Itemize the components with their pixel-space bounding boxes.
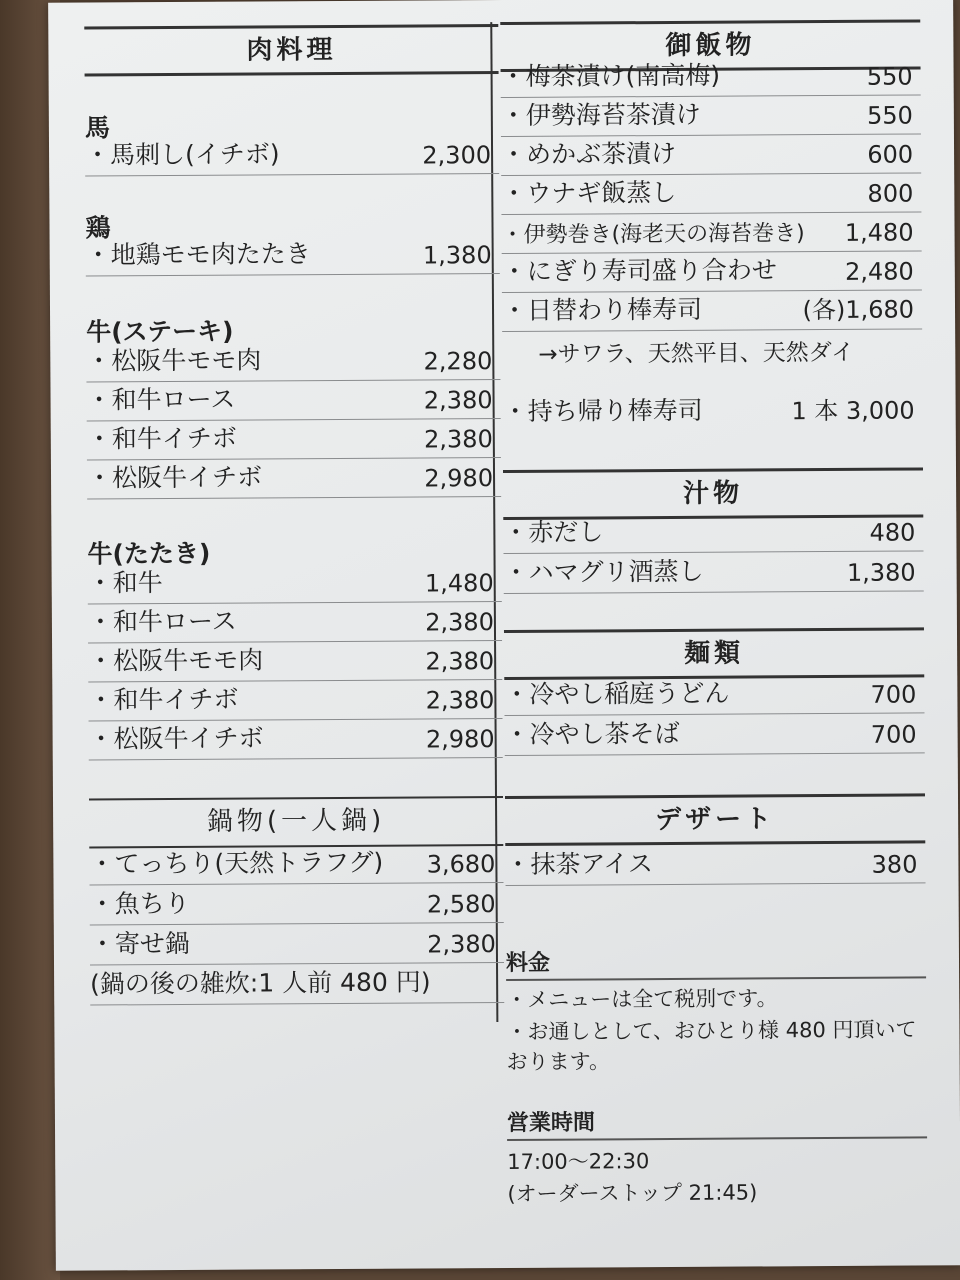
item-price: 550 (866, 62, 913, 91)
item-name: ・和牛イチボ (86, 423, 237, 454)
item-price: 2,300 (422, 141, 492, 170)
item-name: ・ウナギ飯蒸し (501, 177, 677, 209)
meat-section-title: 肉料理 (84, 24, 498, 77)
menu-item (502, 289, 922, 332)
menu-item (89, 718, 503, 761)
menu-item (504, 673, 924, 716)
menu-item (90, 923, 504, 966)
menu-item (501, 94, 921, 137)
item-name: ・ハマグリ酒蒸し (503, 556, 704, 588)
item-price: 550 (866, 101, 913, 130)
item-price: 2,580 (426, 890, 496, 919)
item-price: 2,280 (423, 347, 493, 376)
fee-line-1: ・メニューは全て税別です。 (506, 986, 778, 1012)
item-price: 1,480 (424, 569, 494, 598)
item-price: 800 (867, 179, 914, 208)
item-price: 480 (869, 518, 916, 547)
item-name: ・寄せ鍋 (89, 928, 190, 959)
item-name: ・松阪牛イチボ (86, 462, 263, 493)
menu-item (505, 713, 925, 756)
menu-item (85, 134, 499, 177)
item-name: ・松阪牛モモ肉 (86, 345, 262, 376)
dessert-section-title: デザート (505, 793, 925, 846)
item-name: ・冷やし茶そば (504, 718, 680, 750)
nabe-section-title: 鍋物(一人鍋) (89, 796, 503, 849)
hours-line-1: 17:00〜22:30 (507, 1149, 650, 1174)
menu-item (86, 379, 500, 422)
menu-item (86, 234, 500, 277)
category-tori: 鶏 (85, 213, 111, 243)
category-steak: 牛(ステーキ) (86, 316, 234, 347)
item-name: ・松阪牛イチボ (88, 723, 264, 754)
menu-item (501, 211, 921, 254)
fee-heading: 料金 (506, 943, 926, 981)
menu-item (503, 511, 923, 554)
item-name: ・和牛ロース (86, 384, 236, 415)
item-price: 2,380 (424, 425, 493, 454)
item-name: ・梅茶漬け(南高梅) (500, 60, 721, 92)
menu-item (87, 418, 501, 461)
item-price: 2,980 (424, 464, 494, 493)
menu-item (88, 679, 502, 722)
menu-item (504, 551, 924, 594)
menu-item (88, 562, 502, 605)
fee-line-3: おります。 (506, 1049, 611, 1074)
item-price: 2,980 (425, 725, 495, 754)
menu-item (503, 389, 923, 432)
menu-item (501, 172, 921, 215)
category-uma: 馬 (84, 113, 111, 143)
item-name: ・和牛ロース (87, 606, 237, 637)
item-name: ・赤だし (503, 517, 604, 548)
menu-item (500, 55, 920, 98)
item-name: ・めかぶ茶漬け (500, 138, 677, 170)
item-price: 1 本 3,000 (791, 396, 915, 426)
gohan-section-title: 御飯物 (500, 19, 920, 72)
item-name: ・冷やし稲庭うどん (504, 678, 730, 710)
item-price: 700 (870, 720, 917, 749)
item-price: (各)1,680 (802, 295, 915, 325)
item-price: 600 (867, 140, 914, 169)
item-name: ・伊勢海苔茶漬け (500, 99, 701, 131)
item-name: ・にぎり寿司盛り合わせ (501, 255, 777, 287)
item-name: ・地鶏モモ肉たたき (85, 239, 311, 270)
item-price: 380 (871, 850, 918, 879)
nabe-note-row (90, 963, 504, 1006)
hours-line-2: (オーダーストップ 21:45) (507, 1180, 758, 1206)
shiru-section-title: 汁物 (503, 467, 923, 520)
item-price: 2,380 (425, 608, 495, 637)
item-price: 3,680 (426, 850, 496, 879)
item-price: 2,480 (844, 257, 914, 286)
menu-item (87, 457, 501, 500)
fee-line-2: ・お通しとして、おひとり様 480 円頂いて (506, 1017, 917, 1044)
menu-item (505, 843, 925, 886)
menu-sheet (48, 0, 960, 1271)
category-tataki: 牛(たたき) (87, 538, 211, 569)
item-name: ・魚ちり (89, 888, 190, 919)
item-name: ・和牛 (87, 568, 163, 598)
item-price: 2,380 (423, 386, 493, 415)
item-name: ・持ち帰り棒寿司 (502, 395, 703, 427)
menu-item (88, 601, 502, 644)
item-name: ・松阪牛モモ肉 (88, 645, 264, 676)
bouzushi-note: →サワラ、天然平目、天然ダイ (538, 339, 855, 368)
menu-item (86, 340, 500, 383)
item-name: ・てっちり(天然トラフグ) (89, 847, 384, 879)
item-name: ・日替わり棒寿司 (501, 294, 703, 326)
item-name: ・伊勢巻き(海老天の海苔巻き) (501, 221, 805, 249)
item-price: 2,380 (425, 686, 495, 715)
item-name: ・馬刺し(イチボ) (84, 139, 280, 170)
item-price: 2,380 (425, 647, 495, 676)
item-price: 1,480 (844, 218, 914, 247)
men-section-title: 麺類 (504, 627, 924, 680)
item-name: ・抹茶アイス (505, 849, 654, 879)
menu-item (89, 843, 503, 886)
menu-item (90, 883, 504, 926)
item-price: 1,380 (422, 241, 492, 270)
menu-item (88, 640, 502, 683)
menu-item (501, 133, 921, 176)
item-price: 2,380 (427, 930, 496, 959)
item-price: 1,380 (846, 558, 916, 587)
nabe-note: (鍋の後の雑炊:1 人前 480 円) (90, 967, 431, 999)
hours-heading: 営業時間 (507, 1103, 927, 1141)
left-column (84, 0, 498, 999)
menu-item (502, 250, 922, 293)
item-price: 700 (870, 680, 917, 709)
item-name: ・和牛イチボ (88, 684, 239, 715)
